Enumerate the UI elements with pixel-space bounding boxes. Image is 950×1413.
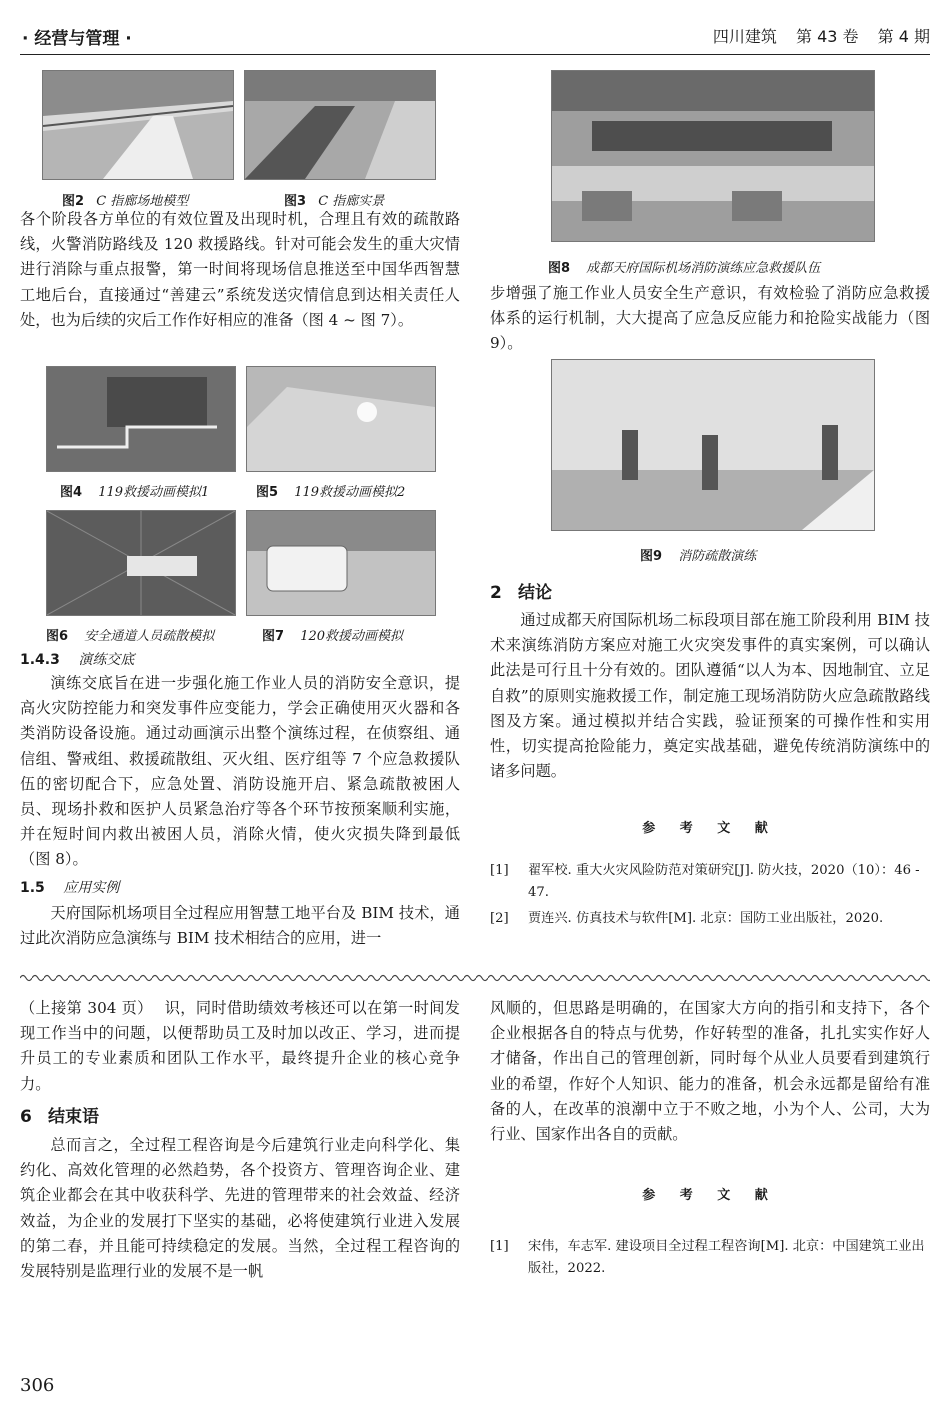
journal-name: 四川建筑 bbox=[712, 27, 777, 46]
journal-issue: 第 4 期 bbox=[877, 27, 930, 46]
figure-6-title: 安全通道人员疏散模拟 bbox=[84, 629, 215, 644]
figure-4-number: 图4 bbox=[60, 485, 83, 500]
section-6-number: 6 bbox=[20, 1107, 32, 1127]
figure-8-image bbox=[551, 70, 875, 242]
subsection-1-5-heading bbox=[20, 877, 119, 897]
figure-8-caption bbox=[548, 257, 820, 276]
figure-4-image bbox=[46, 366, 236, 472]
reference-text: 翟军校. 重大火灾风险防范对策研究[J]. 防火技，2020（10）：46 - 47. bbox=[528, 863, 920, 900]
body-paragraph-section-2: 通过成都天府国际机场二标段项目部在施工阶段利用 BIM 技术来演练消防方案应对施工火灾突发事件的真实案例，可以确认此法是可行且十分有效的。团队遵循“以人为本、因地制宜、立足自救”的原则实施救援工作，制定施工现场消防防火应急疏散路线图及方案。通过模拟并结合实践，验证预案的可操作性和实用性，切实提高抢险能力，奠定实战基础，避免传统消防演练中的诸多问题。 bbox=[490, 611, 930, 781]
figure-9-title: 消防疏散演练 bbox=[678, 549, 757, 564]
section-6-title: 结束语 bbox=[48, 1107, 99, 1127]
body-paragraph-intro: 各个阶段各方单位的有效位置及出现时机，合理且有效的疏散路线，火警消防路线及 120 救援路线。针对可能会发生的重大灾情进行消除与重点报警，第一时间将现场信息推送至中国华西智慧工地后台，直接通过“善建云”系统发送灾情信息到达相关责任人处，也为后续的灾后工作作好相应的准备（图 4 ~ 图 7）。 bbox=[20, 210, 460, 329]
page-number: 306 bbox=[20, 1375, 55, 1396]
figure-9-caption bbox=[640, 545, 756, 564]
figure-9-number: 图9 bbox=[640, 549, 663, 564]
figure-4-title: 119救援动画模拟1 bbox=[98, 485, 210, 500]
section-2-heading bbox=[490, 578, 552, 603]
figure-8-title: 成都天府国际机场消防演练应急救援队伍 bbox=[586, 261, 821, 276]
figure-7-title: 120救援动画模拟 bbox=[300, 629, 404, 644]
continued-from-label: （上接第 304 页） bbox=[20, 999, 153, 1017]
subsection-1-5-title: 应用实例 bbox=[63, 880, 120, 896]
references-list-top bbox=[490, 860, 930, 930]
figure-7-number: 图7 bbox=[262, 629, 285, 644]
reference-number: [1] bbox=[490, 863, 509, 878]
journal-info bbox=[713, 24, 930, 47]
figure-5-title: 119救援动画模拟2 bbox=[294, 485, 406, 500]
subsection-1-4-3-heading bbox=[20, 649, 134, 669]
figure-2-title: C 指廊场地模型 bbox=[96, 194, 189, 209]
figure-4-caption bbox=[60, 481, 209, 500]
reference-item bbox=[490, 1236, 930, 1280]
figure-8-number: 图8 bbox=[548, 261, 571, 276]
body-paragraph-1-5: 天府国际机场项目全过程应用智慧工地平台及 BIM 技术，通过此次消防应急演练与 BIM 技术相结合的应用，进一 bbox=[20, 904, 460, 948]
subsection-1-4-3-title: 演练交底 bbox=[78, 652, 135, 668]
figure-6-number: 图6 bbox=[46, 629, 69, 644]
figure-9-image bbox=[551, 359, 875, 531]
figure-6-caption bbox=[46, 625, 214, 644]
subsection-1-4-3-number: 1.4.3 bbox=[20, 652, 60, 668]
figure-7-caption bbox=[262, 625, 403, 644]
reference-item bbox=[490, 860, 930, 904]
figure-3-image bbox=[244, 70, 436, 180]
header-rule bbox=[20, 54, 930, 55]
references-heading-bottom: 参 考 文 献 bbox=[642, 1188, 778, 1203]
journal-volume: 第 43 卷 bbox=[796, 27, 859, 46]
references-list-bottom bbox=[490, 1236, 930, 1280]
section-6-heading bbox=[20, 1102, 99, 1127]
figure-3-number: 图3 bbox=[284, 194, 307, 209]
body-paragraph-1-4-3: 演练交底旨在进一步强化施工作业人员的消防安全意识，提高火灾防控能力和突发事件应变能力，学会正确使用灭火器和各类消防设备设施。通过动画演示出整个演练过程，在侦察组、通信组、警戒组、救援疏散组、灭火组、医疗组等 7 个应急救援队伍的密切配合下，应急处置、消防设施开启、紧急疏散被困人员、现场扑救和医护人员紧急治疗等各个环节按预案顺利实施，并在短时间内救出被困人员，消除火情，使火灾损失降到最低（图 8）。 bbox=[20, 674, 460, 869]
reference-number: [1] bbox=[490, 1239, 509, 1254]
reference-number: [2] bbox=[490, 911, 509, 926]
section-2-number: 2 bbox=[490, 583, 502, 603]
references-heading-top: 参 考 文 献 bbox=[642, 821, 778, 836]
subsection-1-5-number: 1.5 bbox=[20, 880, 45, 896]
figure-5-number: 图5 bbox=[256, 485, 279, 500]
wave-divider bbox=[20, 968, 930, 978]
reference-item bbox=[490, 908, 930, 930]
body-paragraph-continued-right: 步增强了施工作业人员安全生产意识，有效检验了消防应急救援体系的运行机制，大大提高了应急反应能力和抢险实战能力（图 9）。 bbox=[490, 284, 930, 353]
continued-paragraph-bottom-left bbox=[20, 996, 460, 1097]
figure-7-image bbox=[246, 510, 436, 616]
figure-5-image bbox=[246, 366, 436, 472]
continued-text: 识，同时借助绩效考核还可以在第一时间发现工作当中的问题，以便帮助员工及时加以改正、学习，进而提升员工的专业素质和团队工作水平，最终提升企业的核心竞争力。 bbox=[20, 999, 460, 1093]
body-paragraph-section-6: 总而言之，全过程工程咨询是今后建筑行业走向科学化、集约化、高效化管理的必然趋势，各个投资方、管理咨询企业、建筑企业都会在其中收获科学、先进的管理带来的社会效益、经济效益，为企业的发展打下坚实的基础，必将使建筑行业进入发展的第二春，并且能可持续稳定的发展。当然，全过程工程咨询的发展特别是监理行业的发展不是一帆 bbox=[20, 1136, 460, 1281]
section-2-title: 结论 bbox=[518, 583, 552, 603]
figure-6-image bbox=[46, 510, 236, 616]
figure-5-caption bbox=[256, 481, 405, 500]
body-paragraph-bottom-right: 风顺的，但思路是明确的，在国家大方向的指引和支持下，各个企业根据各自的特点与优势，作好转型的准备，扎扎实实作好人才储备，作出自己的管理创新，同时每个从业人员要看到建筑行业的希望，作好个人知识、能力的准备，机会永远都是留给有准备的人，在改革的浪潮中立于不败之地，小为个人、公司，大为行业、国家作出各自的贡献。 bbox=[490, 999, 930, 1144]
reference-text: 宋伟，车志军. 建设项目全过程工程咨询[M]. 北京：中国建筑工业出版社，2022. bbox=[528, 1239, 925, 1276]
figure-3-title: C 指廊实景 bbox=[318, 194, 385, 209]
figure-2-number: 图2 bbox=[62, 194, 85, 209]
reference-text: 贾连兴. 仿真技术与软件[M]. 北京：国防工业出版社，2020. bbox=[528, 911, 884, 926]
figure-2-image bbox=[42, 70, 234, 180]
section-label: · 经营与管理 · bbox=[22, 29, 132, 49]
